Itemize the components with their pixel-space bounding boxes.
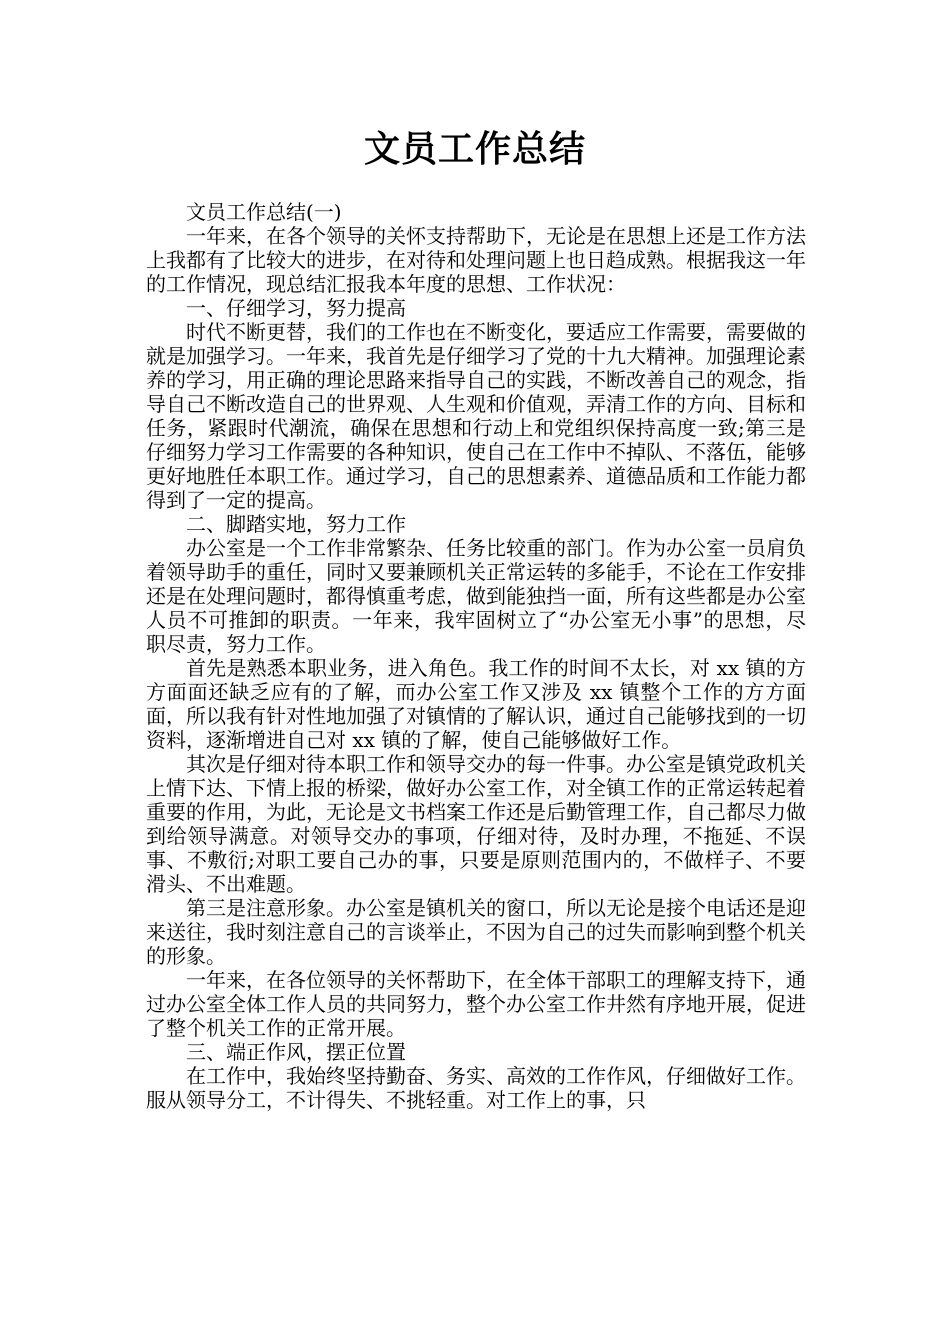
section-heading: 一、仔细学习，努力提高 [186,296,406,320]
section-heading: 文员工作总结(一) [186,200,342,224]
paragraph: 一年来，在各个领导的关怀支持帮助下，无论是在思想上还是工作方法上我都有了比较大的进步，在对待和处理问题上也日趋成熟。根据我这一年的工作情况，现总结汇报我本年度的思想、工作状况： [146,224,806,296]
paragraph: 在工作中，我始终坚持勤奋、务实、高效的工作作风，仔细做好工作。服从领导分工，不计得失、不挑轻重。对工作上的事，只 [146,1064,806,1112]
paragraph: 时代不断更替，我们的工作也在不断变化，要适应工作需要，需要做的就是加强学习。一年来，我首先是仔细学习了党的十九大精神。加强理论素养的学习，用正确的理论思路来指导自己的实践，不断改善自己的观念，指导自己不断改造自己的世界观、人生观和价值观，弄清工作的方向、目标和任务，紧跟时代潮流，确保在思想和行动上和党组织保持高度一致;第三是仔细努力学习工作需要的各种知识，使自己在工作中不掉队、不落伍，能够更好地胜任本职工作。通过学习，自己的思想素养、道德品质和工作能力都得到了一定的提高。 [146,320,806,512]
paragraph: 首先是熟悉本职业务，进入角色。我工作的时间不太长，对 xx 镇的方方面面还缺乏应有的了解，而办公室工作又涉及 xx 镇整个工作的方方面面，所以我有针对性地加强了对镇情的了解认识，通过自己能够找到的一切资料，逐渐增进自己对 xx 镇的了解，使自己能够做好工作。 [146,656,806,752]
paragraph: 第三是注意形象。办公室是镇机关的窗口，所以无论是接个电话还是迎来送往，我时刻注意自己的言谈举止，不因为自己的过失而影响到整个机关的形象。 [146,896,806,968]
section-heading: 三、端正作风，摆正位置 [186,1040,406,1064]
section-heading: 二、脚踏实地，努力工作 [186,512,406,536]
paragraph: 办公室是一个工作非常繁杂、任务比较重的部门。作为办公室一员肩负着领导助手的重任，同时又要兼顾机关正常运转的多能手，不论在工作安排还是在处理问题时，都得慎重考虑，做到能独挡一面，所有这些都是办公室人员不可推卸的职责。一年来，我牢固树立了“办公室无小事”的思想，尽职尽责，努力工作。 [146,536,806,656]
document-body [146,200,806,1112]
paragraph: 一年来，在各位领导的关怀帮助下，在全体干部职工的理解支持下，通过办公室全体工作人员的共同努力，整个办公室工作井然有序地开展，促进了整个机关工作的正常开展。 [146,968,806,1040]
paragraph: 其次是仔细对待本职工作和领导交办的每一件事。办公室是镇党政机关上情下达、下情上报的桥梁，做好办公室工作，对全镇工作的正常运转起着重要的作用，为此，无论是文书档案工作还是后勤管理工作，自己都尽力做到给领导满意。对领导交办的事项，仔细对待，及时办理，不拖延、不误事、不敷衍;对职工要自己办的事，只要是原则范围内的，不做样子、不要滑头、不出难题。 [146,752,806,896]
document-title: 文员工作总结 [363,129,586,170]
